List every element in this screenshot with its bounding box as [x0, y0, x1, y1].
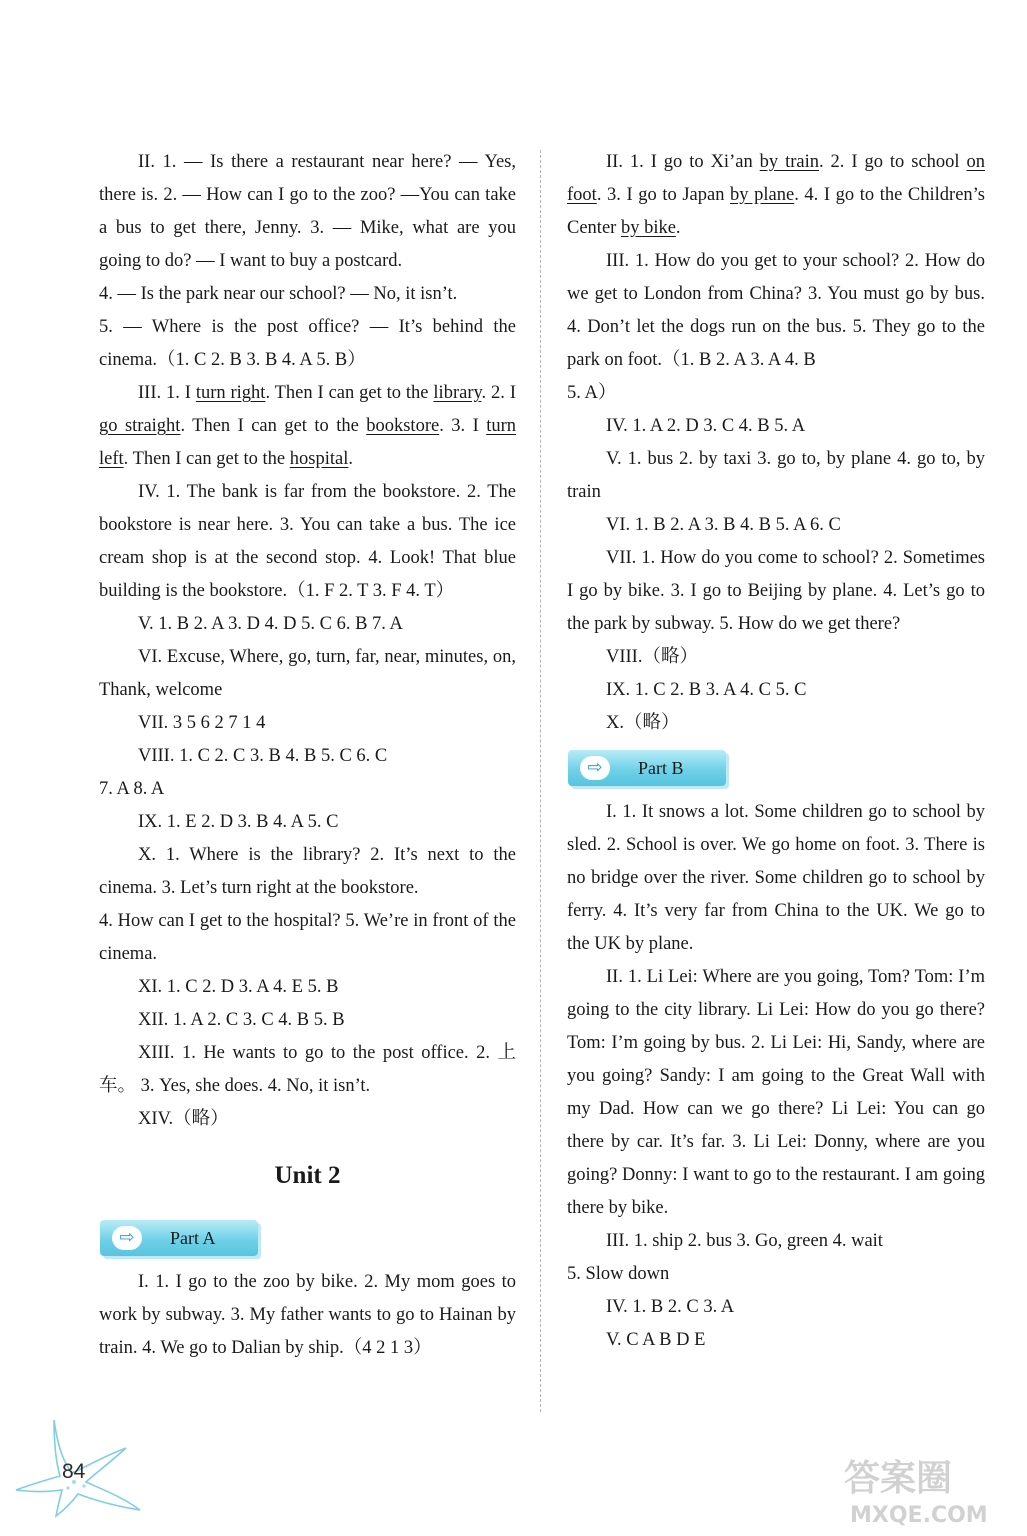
- text: . 2. I: [481, 383, 516, 403]
- svg-text:答案圈: 答案圈: [844, 1458, 953, 1499]
- right-column: [567, 146, 985, 1357]
- left-column: [99, 146, 516, 1365]
- answer-ex14: XIV.（略）: [138, 1109, 229, 1129]
- answer-ex4: IV. 1. A 2. D 3. C 4. B 5. A: [606, 416, 806, 436]
- text: . 3. I: [439, 416, 487, 436]
- svg-text:MXQE.COM: MXQE.COM: [850, 1503, 988, 1528]
- underlined-answer: hospital: [289, 449, 349, 469]
- answer-ex6: VI. 1. B 2. A 3. B 4. B 5. A 6. C: [606, 515, 841, 535]
- answer-ex2-part2: 4. — Is the park near our school? — No, it isn’t.: [99, 284, 458, 304]
- answer-ex7: VII. 3 5 6 2 7 1 4: [138, 713, 266, 733]
- column-divider: [540, 150, 541, 1412]
- answer-ex4: IV. 1. The bank is far from the bookstore. 2. The bookstore is near here. 3. You can take a bus. The ice cream shop is at the second stop. 4. Look! That blue building is the bookstore.（1. F 2. T 3. F 4. T）: [99, 482, 516, 601]
- part-a-badge: [100, 1220, 258, 1256]
- answer-ex12: XII. 1. A 2. C 3. C 4. B 5. B: [138, 1010, 345, 1030]
- underlined-answer: go straight: [99, 416, 181, 436]
- page-number: 84: [62, 1460, 86, 1483]
- answer-ex10: X.（略）: [606, 713, 680, 733]
- answer-ex2-part3: 5. — Where is the post office? — It’s behind the cinema.（1. C 2. B 3. B 4. A 5. B）: [99, 317, 516, 370]
- underlined-answer: by train: [759, 152, 819, 172]
- answer-ex9: IX. 1. E 2. D 3. B 4. A 5. C: [138, 812, 339, 832]
- answer-ex5: V. 1. bus 2. by taxi 3. go to, by plane 4. go to, by train: [567, 449, 985, 502]
- underlined-answer: bookstore: [366, 416, 440, 436]
- answer-ex3-cont: 5. A）: [567, 383, 617, 403]
- part-a-label: Part A: [170, 1228, 216, 1248]
- text: II. 1. I go to Xi’an: [606, 152, 760, 172]
- text: . Then I can get to the: [123, 449, 290, 469]
- unit-title: Unit 2: [274, 1162, 341, 1189]
- underlined-answer: turn left: [99, 416, 516, 469]
- text: . 4. I go to the Children’s Center: [567, 185, 985, 238]
- answer-ex8: VIII.（略）: [606, 647, 698, 667]
- answer-ex3: III. 1. How do you get to your school? 2. How do we get to London from China? 3. You must go by bus. 4. Don’t let the dogs run on the bus. 5. They go to the park on foot.（1. B 2. A 3. A 4. B: [567, 251, 985, 370]
- answer-ex7: VII. 1. How do you come to school? 2. Sometimes I go by bike. 3. I go to Beijing by plane. 4. Let’s go to the park by subway. 5. How do we get there?: [567, 548, 985, 634]
- answer-ex10-cont: 4. How can I get to the hospital? 5. We’re in front of the cinema.: [99, 911, 516, 964]
- text: III. 1. I: [138, 383, 196, 403]
- answer-ex11: XI. 1. C 2. D 3. A 4. E 5. B: [138, 977, 339, 997]
- arrow-right-icon: ⇨: [580, 756, 610, 780]
- answer-ex10: X. 1. Where is the library? 2. It’s next to the cinema. 3. Let’s turn right at the bookstore.: [99, 845, 516, 898]
- text: . 2. I go to school: [818, 152, 967, 172]
- part-a-answer-ex1: I. 1. I go to the zoo by bike. 2. My mom goes to work by subway. 3. My father wants to go to Hainan by train. 4. We go to Dalian by ship.（4 2 1 3）: [99, 1272, 516, 1358]
- text: .: [348, 449, 353, 469]
- part-b-badge: [568, 750, 726, 786]
- watermark-logo: [840, 1448, 1010, 1528]
- part-b-answer-ex3: III. 1. ship 2. bus 3. Go, green 4. wait: [606, 1231, 883, 1251]
- answer-ex9: IX. 1. C 2. B 3. A 4. C 5. C: [606, 680, 807, 700]
- part-b-label: Part B: [638, 758, 684, 778]
- part-b-answer-ex3-cont: 5. Slow down: [567, 1264, 670, 1284]
- underlined-answer: turn right: [195, 383, 266, 403]
- underlined-answer: by plane: [730, 185, 795, 205]
- answer-ex13: XIII. 1. He wants to go to the post office. 2. 上车。 3. Yes, she does. 4. No, it isn’t.: [99, 1043, 516, 1096]
- underlined-answer: by bike: [620, 218, 676, 238]
- text: .: [675, 218, 681, 238]
- part-b-answer-ex2: II. 1. Li Lei: Where are you going, Tom? Tom: I’m going to the city library. Li Lei: How do you go there? Tom: I’m going by bus. 2. Li Lei: Hi, Sandy, where are you going? Sandy: I am going to the Great Wall with my Dad. How can we go there? Li Lei: You can go there by car. It’s far. 3. Li Lei: Donny, where are you going? Donny: I want to go to the restaurant. I am going there by bike.: [567, 967, 985, 1218]
- answer-ex3: [99, 377, 516, 476]
- part-b-answer-ex5: V. C A B D E: [606, 1330, 706, 1350]
- answer-ex8: VIII. 1. C 2. C 3. B 4. B 5. C 6. C: [138, 746, 388, 766]
- text: . Then I can get to the: [180, 416, 367, 436]
- arrow-right-icon: ⇨: [112, 1226, 142, 1250]
- underlined-answer: library: [433, 383, 482, 403]
- text: . Then I can get to the: [265, 383, 434, 403]
- part-b-answer-ex1: I. 1. It snows a lot. Some children go to school by sled. 2. School is over. We go home on foot. 3. There is no bridge over the river. Some children go to school by ferry. 4. It’s very far from China to the UK. We go to the UK by plane.: [567, 802, 985, 954]
- answer-ex2-part1: II. 1. — Is there a restaurant near here? — Yes, there is. 2. — How can I go to the zoo? —You can take a bus to get there, Jenny. 3. — Mike, what are you going to do? — I want to buy a postcard.: [99, 152, 516, 271]
- part-b-answer-ex4: IV. 1. B 2. C 3. A: [606, 1297, 735, 1317]
- answer-ex2: [567, 146, 985, 245]
- underlined-answer: on foot: [567, 152, 985, 205]
- answer-ex5: V. 1. B 2. A 3. D 4. D 5. C 6. B 7. A: [138, 614, 403, 634]
- text: . 3. I go to Japan: [596, 185, 731, 205]
- answer-ex8-cont: 7. A 8. A: [99, 779, 165, 799]
- answer-ex6: VI. Excuse, Where, go, turn, far, near, minutes, on, Thank, welcome: [99, 647, 516, 700]
